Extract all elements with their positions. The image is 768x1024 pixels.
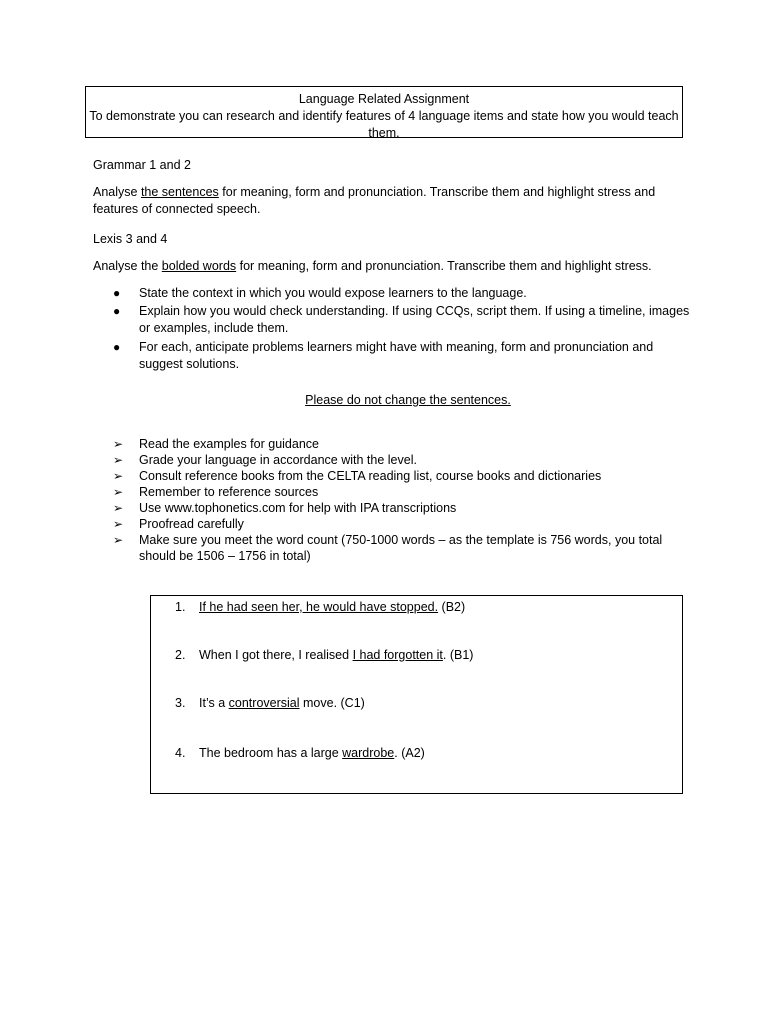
list-item: ➢ Consult reference books from the CELTA reading list, course books and dictionaries	[113, 469, 602, 483]
example-sentences-box	[150, 595, 683, 794]
bullet-icon: ●	[113, 303, 121, 318]
assignment-description: To demonstrate you can research and identify features of 4 language items and state how you would teach them.	[89, 108, 679, 140]
arrow-bullet-icon: ➢	[113, 453, 124, 467]
list-item: ➢ Make sure you meet the word count (750-1000 words – as the template is 756 words, you total should be 1506 – 1756 in total)	[113, 533, 663, 563]
lexis-instructions	[93, 258, 683, 275]
list-item: ➢ Remember to reference sources	[113, 485, 319, 499]
lexis-heading: Lexis 3 and 4	[93, 232, 168, 246]
lexis-text-before: Analyse the	[93, 258, 162, 273]
arrow-bullet-icon: ➢	[113, 533, 124, 547]
assignment-title: Language Related Assignment	[298, 92, 470, 106]
list-item: ● State the context in which you would expose learners to the language.	[113, 286, 527, 300]
requirements-list	[93, 285, 693, 373]
website-link: Use www.tophonetics.com for help with IPA transcriptions	[139, 501, 457, 515]
lexis-underlined: bolded words	[161, 258, 237, 273]
example-sentence: 2. When I got there, I realised I had forgotten it. (B1)	[175, 648, 474, 662]
example-sentence: 4. The bedroom has a large wardrobe. (A2)	[175, 746, 425, 760]
grammar-instructions	[93, 184, 683, 218]
lexis-section	[93, 231, 683, 275]
grammar-text-before: Analyse	[93, 184, 141, 199]
grammar-underlined: the sentences	[140, 184, 219, 199]
arrow-bullet-icon: ➢	[113, 469, 124, 483]
list-item: ➢ Grade your language in accordance with the level.	[113, 453, 417, 467]
assignment-title-box	[85, 86, 683, 138]
target-language: controversial	[228, 696, 300, 710]
grammar-text-after: for meaning, form and pronunciation. Transcribe them and highlight stress and features of connected speech.	[93, 184, 656, 216]
example-sentence: 3. It’s a controversial move. (C1)	[175, 696, 365, 710]
list-item: ➢ Read the examples for guidance	[113, 437, 319, 451]
instruction-note-text: Please do not change the sentences.	[305, 393, 511, 407]
grammar-section	[93, 157, 683, 218]
example-sentence: 1. If he had seen her, he would have stopped. (B2)	[175, 600, 466, 614]
grammar-heading: Grammar 1 and 2	[93, 158, 191, 172]
list-item: ➢ Proofread carefully	[113, 517, 244, 531]
instruction-note	[93, 392, 723, 409]
lexis-text-after: for meaning, form and pronunciation. Transcribe them and highlight stress.	[236, 258, 652, 273]
target-language: If he had seen her, he would have stopped.	[199, 600, 439, 614]
guidance-list	[93, 436, 693, 564]
arrow-bullet-icon: ➢	[113, 501, 124, 515]
arrow-bullet-icon: ➢	[113, 485, 124, 499]
list-item	[93, 500, 693, 516]
list-item: ● Explain how you would check understanding. If using CCQs, script them. If using a timeline, images or examples, include them.	[113, 303, 690, 335]
arrow-bullet-icon: ➢	[113, 517, 124, 531]
target-language: I had forgotten it	[352, 648, 443, 662]
list-item: ● For each, anticipate problems learners might have with meaning, form and pronunciation and suggest solutions.	[113, 339, 654, 371]
bullet-icon: ●	[113, 286, 121, 300]
arrow-bullet-icon: ➢	[113, 437, 124, 451]
target-language: wardrobe	[342, 746, 395, 760]
bullet-icon: ●	[113, 339, 121, 354]
